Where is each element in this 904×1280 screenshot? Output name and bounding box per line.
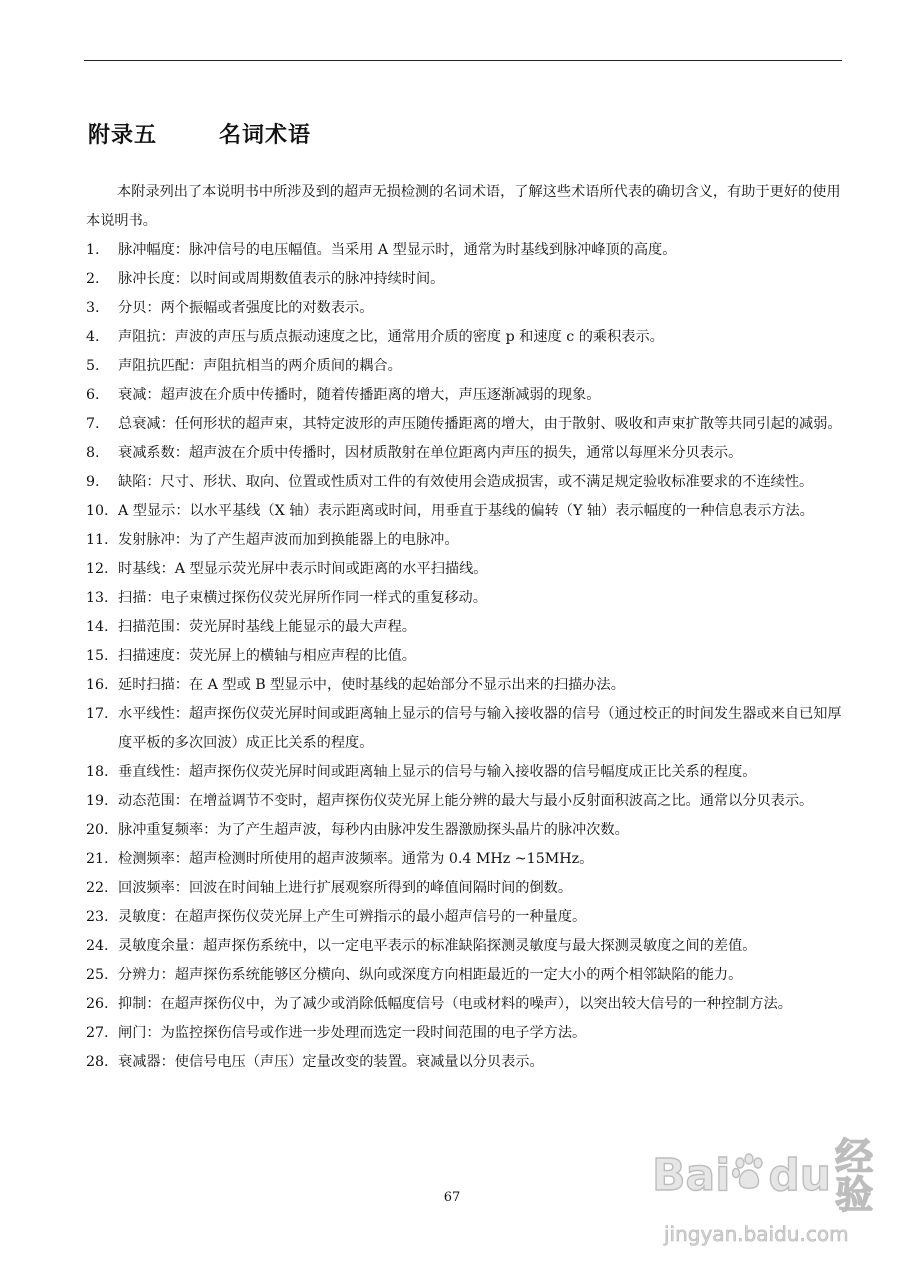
- term-text: 扫描速度：荧光屏上的横轴与相应声程的比值。: [118, 648, 416, 664]
- term-item: [86, 555, 842, 584]
- term-text: 脉冲幅度：脉冲信号的电压幅值。当采用 A 型显示时，通常为时基线到脉冲峰顶的高度。: [118, 242, 677, 258]
- term-number: 9.: [86, 474, 100, 490]
- baidu-jingyan-watermark: [652, 1135, 874, 1258]
- term-item: [86, 671, 842, 700]
- term-item: [86, 526, 842, 555]
- term-number: 4.: [86, 329, 100, 345]
- term-item: [86, 1048, 842, 1077]
- page-number: 67: [443, 1190, 461, 1205]
- term-number: 5.: [86, 358, 100, 374]
- term-item: [86, 352, 842, 381]
- term-text: 声阻抗匹配：声阻抗相当的两介质间的耦合。: [118, 358, 402, 374]
- term-number: 8.: [86, 445, 100, 461]
- term-item: [86, 294, 842, 323]
- term-text: 发射脉冲：为了产生超声波而加到换能器上的电脉冲。: [118, 532, 459, 548]
- term-text: 分辨力：超声探伤系统能够区分横向、纵向或深度方向相距最近的一定大小的两个相邻缺陷的能力。: [118, 967, 743, 983]
- term-number: 28.: [86, 1054, 109, 1070]
- term-number: 19.: [86, 793, 109, 809]
- term-number: 1.: [86, 242, 100, 258]
- term-item: [86, 1019, 842, 1048]
- term-text: 回波频率：回波在时间轴上进行扩展观察所得到的峰值间隔时间的倒数。: [118, 880, 573, 896]
- term-text: 缺陷：尺寸、形状、取向、位置或性质对工件的有效使用会造成损害，或不满足规定验收标准要求的不连续性。: [118, 474, 814, 490]
- term-number: 26.: [86, 996, 109, 1012]
- watermark-url: jingyan.baidu.com: [664, 1222, 849, 1246]
- term-number: 18.: [86, 764, 109, 780]
- header-rule: [84, 60, 842, 61]
- intro-paragraph: 本附录列出了本说明书中所涉及到的超声无损检测的名词术语，了解这些术语所代表的确切含义，有助于更好的使用本说明书。: [86, 184, 841, 229]
- term-number: 21.: [86, 851, 109, 867]
- watermark-logo-cn: 经验: [835, 1135, 874, 1217]
- term-text: 衰减：超声波在介质中传播时，随着传播距离的增大，声压逐渐减弱的现象。: [118, 387, 601, 403]
- term-text: 检测频率：超声检测时所使用的超声波频率。通常为 0.4 MHz ~15MHz。: [118, 851, 594, 867]
- term-text: 扫描范围：荧光屏时基线上能显示的最大声程。: [118, 619, 416, 635]
- term-text: 时基线：A 型显示荧光屏中表示时间或距离的水平扫描线。: [118, 561, 488, 577]
- baidu-paw-icon: [732, 1153, 766, 1199]
- term-text: 垂直线性：超声探伤仪荧光屏时间或距离轴上显示的信号与输入接收器的信号幅度成正比关系的程度。: [118, 764, 757, 780]
- watermark-logo: [652, 1135, 874, 1217]
- term-item: [86, 323, 842, 352]
- term-text: 总衰减：任何形状的超声束，其特定波形的声压随传播距离的增大，由于散射、吸收和声束扩散等共同引起的减弱。: [118, 416, 842, 432]
- term-text: 灵敏度余量：超声探伤系统中，以一定电平表示的标准缺陷探测灵敏度与最大探测灵敏度之间的差值。: [118, 938, 757, 954]
- term-text: 动态范围：在增益调节不变时，超声探伤仪荧光屏上能分辨的最大与最小反射面积波高之比。通常以分贝表示。: [118, 793, 814, 809]
- term-text: 衰减系数：超声波在介质中传播时，因材质散射在单位距离内声压的损失，通常以每厘米分贝表示。: [118, 445, 743, 461]
- term-item: [86, 381, 842, 410]
- term-text: 声阻抗：声波的声压与质点振动速度之比，通常用介质的密度 p 和速度 c 的乘积表示。: [118, 329, 664, 345]
- term-item: [86, 700, 842, 758]
- term-item: [86, 758, 842, 787]
- term-text: 延时扫描：在 A 型或 B 型显示中，使时基线的起始部分不显示出来的扫描办法。: [118, 677, 625, 693]
- term-number: 3.: [86, 300, 100, 316]
- term-text: 分贝：两个振幅或者强度比的对数表示。: [118, 300, 374, 316]
- terms-list: [86, 236, 842, 1077]
- term-item: [86, 642, 842, 671]
- term-item: [86, 845, 842, 874]
- term-number: 27.: [86, 1025, 109, 1041]
- term-number: 13.: [86, 590, 109, 606]
- term-text: 扫描：电子束横过探伤仪荧光屏所作同一样式的重复移动。: [118, 590, 487, 606]
- term-text: 抑制：在超声探伤仪中，为了减少或消除低幅度信号（电或材料的噪声），以突出较大信号的一种控制方法。: [118, 996, 792, 1012]
- term-number: 15.: [86, 648, 109, 664]
- term-text: 脉冲长度：以时间或周期数值表示的脉冲持续时间。: [118, 271, 445, 287]
- term-item: [86, 410, 842, 439]
- term-item: [86, 265, 842, 294]
- term-text: 水平线性：超声探伤仪荧光屏时间或距离轴上显示的信号与输入接收器的信号（通过校正的时间发生器或来自已知厚度平板的多次回波）成正比关系的程度。: [118, 706, 842, 751]
- appendix-label: 附录五: [88, 123, 158, 148]
- term-number: 10.: [86, 503, 109, 519]
- appendix-heading: [88, 118, 311, 149]
- term-number: 6.: [86, 387, 100, 403]
- term-item: [86, 236, 842, 265]
- appendix-title: 名词术语: [219, 123, 312, 148]
- term-number: 22.: [86, 880, 109, 896]
- term-item: [86, 497, 842, 526]
- watermark-logo-left: Bai: [652, 1150, 731, 1201]
- term-item: [86, 787, 842, 816]
- term-item: [86, 903, 842, 932]
- term-item: [86, 990, 842, 1019]
- term-text: 闸门：为监控探伤信号或作进一步处理而选定一段时间范围的电子学方法。: [118, 1025, 587, 1041]
- watermark-logo-right: du: [768, 1150, 832, 1201]
- term-text: 灵敏度：在超声探伤仪荧光屏上产生可辨指示的最小超声信号的一种量度。: [118, 909, 587, 925]
- term-item: [86, 874, 842, 903]
- term-number: 2.: [86, 271, 100, 287]
- term-number: 12.: [86, 561, 109, 577]
- term-item: [86, 439, 842, 468]
- term-item: [86, 613, 842, 642]
- term-number: 20.: [86, 822, 109, 838]
- term-item: [86, 961, 842, 990]
- document-body: [86, 178, 842, 1077]
- term-item: [86, 468, 842, 497]
- term-text: 脉冲重复频率：为了产生超声波，每秒内由脉冲发生器激励探头晶片的脉冲次数。: [118, 822, 629, 838]
- term-number: 7.: [86, 416, 100, 432]
- term-number: 16.: [86, 677, 109, 693]
- term-text: 衰减器：使信号电压（声压）定量改变的装置。衰减量以分贝表示。: [118, 1054, 544, 1070]
- term-number: 24.: [86, 938, 109, 954]
- term-item: [86, 816, 842, 845]
- term-number: 14.: [86, 619, 109, 635]
- term-item: [86, 932, 842, 961]
- term-number: 23.: [86, 909, 109, 925]
- term-item: [86, 584, 842, 613]
- term-text: A 型显示：以水平基线（X 轴）表示距离或时间，用垂直于基线的偏转（Y 轴）表示幅度的一种信息表示方法。: [118, 503, 814, 519]
- term-number: 25.: [86, 967, 109, 983]
- term-number: 17.: [86, 706, 109, 722]
- term-number: 11.: [86, 532, 109, 548]
